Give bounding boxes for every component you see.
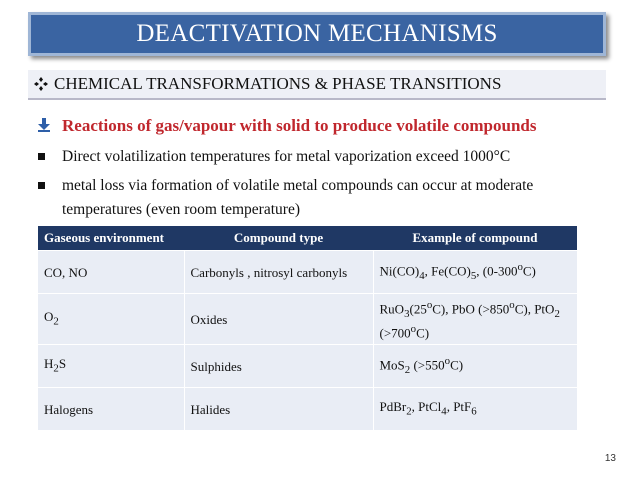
table-header-row: [38, 226, 577, 251]
square-bullet-icon: [38, 153, 45, 160]
example-cell: $RuO_3(25^oC)$, PbO $(>850^oC)$, PtO$_2$ $(>700^oC)$: [373, 294, 577, 345]
column-header: Compound type: [184, 226, 373, 251]
env-cell: $O_2$: [38, 294, 184, 345]
table-row: [38, 345, 577, 388]
bullet-text: metal loss via formation of volatile metal compounds can occur at moderate temperatures (even room temperature): [62, 177, 534, 218]
table-row: [38, 294, 577, 345]
example-cell: $Ni(CO)_4$, $Fe(CO)_5$, (0-300$^o$C): [373, 251, 577, 294]
env-cell: $H_2S$: [38, 345, 184, 388]
env-cell: Halogens: [38, 388, 184, 431]
type-cell: Carbonyls , nitrosyl carbonyls: [184, 251, 373, 294]
bullet-item: [38, 174, 582, 222]
section-subtitle: [28, 70, 606, 100]
env-cell: CO, NO: [38, 251, 184, 294]
table-row: [38, 251, 577, 294]
example-cell: PdBr$_2$, PtCl$_4$, PtF$_6$: [373, 388, 577, 431]
heading-text: Reactions of gas/vapour with solid to produce volatile compounds: [62, 116, 537, 135]
section-heading: [38, 116, 536, 136]
column-header: Example of compound: [373, 226, 577, 251]
subtitle-text: CHEMICAL TRANSFORMATIONS & PHASE TRANSITIONS: [54, 74, 502, 93]
arrow-down-bullet-icon: [38, 118, 50, 132]
four-diamond-bullet-icon: [34, 77, 48, 91]
type-cell: Sulphides: [184, 345, 373, 388]
example-cell: MoS$_2$ $(>550^oC)$: [373, 345, 577, 388]
compound-table: [38, 226, 577, 430]
square-bullet-icon: [38, 182, 45, 189]
type-cell: Halides: [184, 388, 373, 431]
type-cell: Oxides: [184, 294, 373, 345]
bullet-text: Direct volatilization temperatures for metal vaporization exceed 1000°C: [62, 148, 511, 165]
slide-title: DEACTIVATION MECHANISMS: [28, 12, 606, 56]
column-header: Gaseous environment: [38, 226, 184, 251]
page-number: 13: [604, 453, 616, 464]
table-row: [38, 388, 577, 431]
bullet-item: [38, 145, 582, 169]
